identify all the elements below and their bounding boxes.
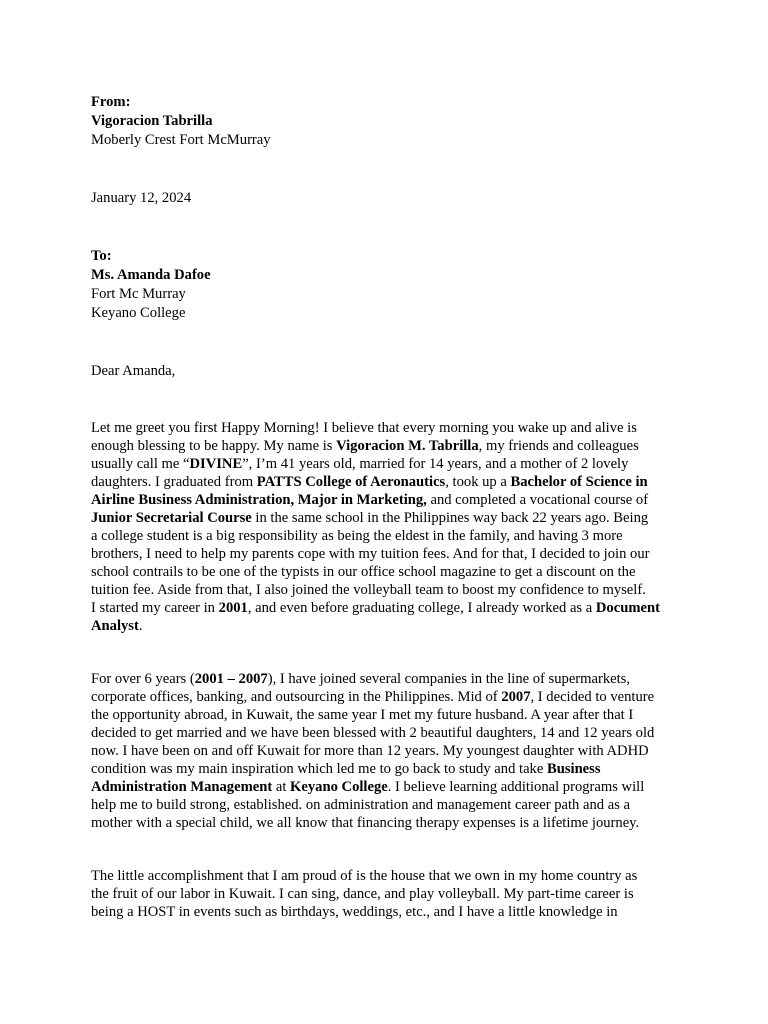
body-line: [91, 510, 648, 528]
body-line: [91, 618, 143, 636]
body-text: tuition fee. Aside from that, I also joined the volleyball team to boost my confidence to myself.: [91, 582, 646, 598]
body-line: [91, 779, 644, 797]
body-text: brothers, I need to help my parents cope with my tuition fees. And for that, I decided to join our: [91, 546, 650, 562]
body-text: For over 6 years (: [91, 671, 195, 687]
body-text: in the same school in the Philippines way back 22 years ago. Being: [251, 510, 649, 526]
body-text: The little accomplishment that I am proud of is the house that we own in my home country as: [91, 868, 638, 884]
body-text: condition was my main inspiration which led me to go back to study and take: [91, 761, 547, 777]
bold-text: Bachelor of Science in: [510, 474, 648, 490]
body-text: ), I have joined several companies in the line of supermarkets,: [267, 671, 631, 687]
body-text: decided to get married and we have been blessed with 2 beautiful daughters, 14 and 12 years old: [91, 725, 655, 741]
bold-text: Keyano College: [290, 779, 388, 795]
bold-text: Vigoracion M. Tabrilla: [336, 438, 479, 454]
body-line: [91, 492, 648, 510]
body-line: [91, 546, 649, 564]
bold-text: Airline Business Administration, Major in Marketing,: [91, 492, 427, 508]
body-text: . I believe learning additional programs will: [387, 779, 645, 795]
bold-text: Business: [546, 761, 601, 777]
body-text: and completed a vocational course of: [426, 492, 649, 508]
bold-text: Document: [595, 600, 660, 616]
body-line: [91, 761, 601, 779]
bold-text: 2007: [501, 689, 531, 705]
body-text: school contrails to be one of the typists in our office school magazine to get a discount on the: [91, 564, 636, 580]
body-line: [91, 725, 654, 743]
body-text: , and even before graduating college, I already worked as a: [247, 600, 596, 616]
bold-text: Analyst: [91, 618, 139, 634]
body-line: [91, 743, 649, 761]
recipient-city: Fort Mc Murray: [91, 286, 186, 302]
body-text: .: [138, 618, 143, 634]
body-text: being a HOST in events such as birthdays, weddings, etc., and I have a little knowledge in: [91, 904, 618, 920]
body-text: the fruit of our labor in Kuwait. I can sing, dance, and play volleyball. My part-time career is: [91, 886, 634, 902]
bold-text: 2001 – 2007: [194, 671, 268, 687]
body-line: [91, 689, 654, 707]
body-line: [91, 600, 660, 618]
body-line: [91, 582, 646, 600]
to-label: To:: [91, 248, 112, 264]
body-text: , my friends and colleagues: [478, 438, 639, 454]
body-line: [91, 474, 648, 492]
body-text: the opportunity abroad, in Kuwait, the same year I met my future husband. A year after that I: [91, 707, 634, 723]
body-text: usually call me “: [91, 456, 190, 472]
bold-text: Administration Management: [91, 779, 273, 795]
body-line: [91, 420, 637, 438]
recipient-name: Ms. Amanda Dafoe: [91, 267, 211, 283]
body-line: [91, 886, 634, 904]
salutation: Dear Amanda,: [91, 363, 176, 379]
body-text: daughters. I graduated from: [91, 474, 257, 490]
body-line: [91, 671, 630, 689]
body-line: [91, 456, 628, 474]
body-line: [91, 797, 630, 815]
letter-date: January 12, 2024: [91, 190, 192, 206]
body-line: [91, 564, 635, 582]
recipient-organization: Keyano College: [91, 305, 186, 321]
sender-name: Vigoracion Tabrilla: [91, 113, 213, 129]
body-text: ”, I’m 41 years old, married for 14 years, and a mother of 2 lovely: [242, 456, 629, 472]
bold-text: DIVINE: [189, 456, 243, 472]
bold-text: 2001: [218, 600, 248, 616]
body-text: a college student is a big responsibility as being the eldest in the family, and having 3 more: [91, 528, 623, 544]
body-text: corporate offices, banking, and outsourcing in the Philippines. Mid of: [91, 689, 502, 705]
body-text: , I decided to venture: [530, 689, 655, 705]
body-text: Let me greet you first Happy Morning! I believe that every morning you wake up and alive is: [91, 420, 637, 436]
body-text: , took up a: [445, 474, 511, 490]
body-line: [91, 707, 633, 725]
body-line: [91, 815, 639, 833]
body-line: [91, 868, 637, 886]
body-line: [91, 528, 623, 546]
body-text: I started my career in: [91, 600, 219, 616]
body-text: mother with a special child, we all know that financing therapy expenses is a lifetime journey.: [91, 815, 640, 831]
from-label: From:: [91, 94, 131, 110]
body-text: now. I have been on and off Kuwait for more than 12 years. My youngest daughter with ADHD: [91, 743, 649, 759]
bold-text: Junior Secretarial Course: [91, 510, 252, 526]
body-text: at: [272, 779, 291, 795]
sender-address: Moberly Crest Fort McMurray: [91, 132, 271, 148]
bold-text: PATTS College of Aeronautics: [256, 474, 446, 490]
body-text: help me to build strong, established. on administration and management career path and as a: [91, 797, 630, 813]
body-text: enough blessing to be happy. My name is: [91, 438, 337, 454]
body-line: [91, 904, 618, 922]
body-line: [91, 438, 639, 456]
